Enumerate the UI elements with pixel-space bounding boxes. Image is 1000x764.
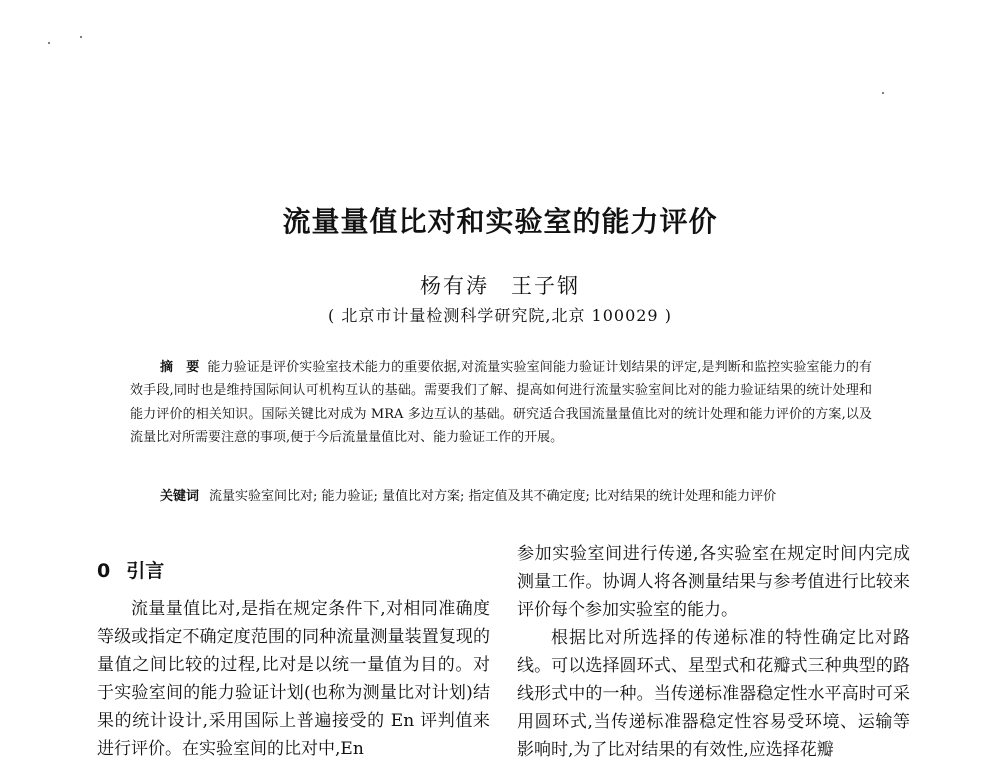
section-title: 引言 [126, 560, 165, 582]
keywords-label: 关键词 [160, 489, 200, 504]
author-name: 王子钢 [511, 274, 580, 298]
body-paragraph: 参加实验室间进行传递,各实验室在规定时间内完成测量工作。协调人将各测量结果与参考值进行比较来评价每个参加实验室的能力。 [517, 544, 910, 620]
abstract [130, 356, 872, 450]
scan-speck [48, 42, 50, 44]
body-column-right [517, 540, 910, 764]
body-paragraph: 根据比对所选择的传递标准的特性确定比对路线。可以选择圆环式、星型式和花瓣式三种典型的路线形式中的一种。当传递标准器稳定性水平高时可采用圆环式,当传递标准器稳定性容易受环境、运输等影响时,为了比对结果的有效性,应选择花瓣 [517, 628, 910, 760]
abstract-text: 能力验证是评价实验室技术能力的重要依据,对流量实验室间能力验证计划结果的评定,是判断和监控实验室能力的有效手段,同时也是维持国际间认可机构互认的基础。需要我们了解、提高如何进行流量实验室间比对的能力验证结果的统计处理和能力评价的相关知识。国际关键比对成为 MRA 多边互认的基础。研究适合我国流量量值比对的统计处理和能力评价的方案,以及流量比对所需要注意的事项,便于今后流量量值比对、能力验证工作的开展。 [130, 360, 872, 446]
keywords [160, 485, 872, 509]
keywords-text: 流量实验室间比对; 能力验证; 量值比对方案; 指定值及其不确定度; 比对结果的统计处理和能力评价 [209, 489, 777, 504]
author-name: 杨有涛 [420, 274, 489, 298]
author-affiliation: ( 北京市计量检测科学研究院,北京 100029 ) [328, 306, 672, 325]
scan-speck [80, 36, 82, 38]
scan-speck [882, 92, 884, 94]
section-heading [97, 556, 164, 583]
body-column-left [97, 595, 490, 763]
body-paragraph: 流量量值比对,是指在规定条件下,对相同准确度等级或指定不确定度范围的同种流量测量装置复现的量值之间比较的过程,比对是以统一量值为目的。对于实验室间的能力验证计划(也称为测量比对计划)结果的统计设计,采用国际上普遍接受的 En 评判值来进行评价。在实验室间的比对中,En [97, 599, 490, 759]
author-list [0, 270, 1000, 300]
section-number: 0 [97, 560, 111, 582]
paper-title: 流量量值比对和实验室的能力评价 [282, 205, 718, 238]
abstract-label: 摘 要 [160, 360, 200, 375]
